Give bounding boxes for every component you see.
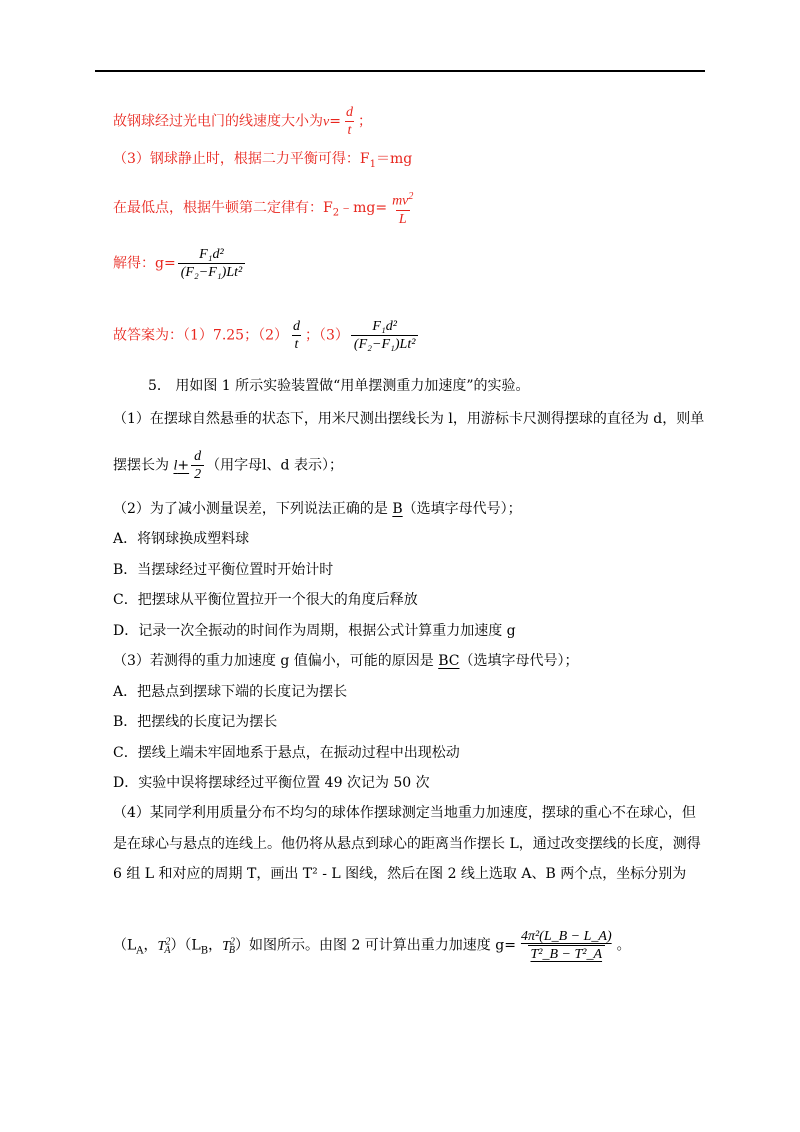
- balance-rest: ＝mg: [376, 151, 413, 167]
- q1-post: （用字母l、d 表示）；: [206, 457, 343, 474]
- frac-den: t: [345, 121, 355, 139]
- lb-open: ）（L: [170, 937, 201, 954]
- g-fraction: [178, 246, 245, 281]
- solution-line-newton: [113, 188, 418, 228]
- q3-option-a: A．把悬点到摆球下端的长度记为摆长: [113, 684, 348, 700]
- q2-option-a: A．将钢球换成塑料球: [113, 531, 250, 547]
- frac-num: F₁d²: [372, 319, 397, 334]
- tb-sup: 2: [229, 935, 235, 947]
- q2-option-d: D．记录一次全振动的时间作为周期，根据公式计算重力加速度 g: [113, 623, 516, 639]
- solution-line-balance: [113, 150, 412, 174]
- q1-fraction: [191, 448, 204, 483]
- frac-num: [389, 188, 416, 210]
- q3-pre: （3）若测得的重力加速度 g 值偏小，可能的原因是: [113, 653, 439, 669]
- lb-sub: B: [200, 945, 209, 957]
- q2-post: （选填字母代号）；: [402, 501, 522, 517]
- solution-line-answer: [113, 318, 420, 353]
- q4-line3: 6 组 L 和对应的周期 T，画出 T² - L 图线，然后在图 2 线上选取 A、B 两个点，坐标分别为: [113, 866, 687, 882]
- la-open: （L: [113, 937, 137, 954]
- q3-option-b: B．把摆线的长度记为摆长: [113, 714, 278, 730]
- tb-squared: [222, 935, 235, 957]
- ta-sup: 2: [165, 935, 171, 947]
- frac-den: (F₂−F₁)Lt²: [351, 335, 418, 353]
- mv-sup: 2: [408, 191, 414, 202]
- header-rule: [95, 70, 705, 72]
- frac-den: t: [292, 335, 302, 353]
- answer-text: 故答案为：（1）7.25；（2）: [113, 327, 288, 344]
- la-sub: A: [136, 945, 144, 957]
- tb-letter: T: [222, 938, 230, 954]
- f2-sub: 2: [332, 207, 340, 219]
- q4-answer-fraction: [518, 928, 615, 963]
- solution-line-velocity: [113, 104, 372, 139]
- ta-sub: A: [164, 945, 171, 957]
- answer-mid: ；（3）: [305, 327, 349, 344]
- q4-line4: [113, 928, 631, 963]
- q4-end: 。: [616, 937, 631, 954]
- comma: ，: [143, 937, 158, 954]
- q2-answer: B: [392, 501, 403, 517]
- newton-text: 在最低点，根据牛顿第二定律有：F: [113, 199, 333, 216]
- ta-letter: T: [157, 938, 166, 954]
- frac-num: F₁d²: [199, 247, 224, 262]
- q4-line1: （4）某同学利用质量分布不均匀的球体作摆球测定当地重力加速度，摆球的重心不在球心，但: [113, 805, 696, 821]
- q1-answer: [173, 448, 206, 483]
- q4-line2: 是在球心与悬点的连线上。他仍将从悬点到球心的距离当作摆长 L，通过改变摆线的长度，测得: [113, 836, 701, 852]
- q3-answer: BC: [438, 653, 460, 669]
- velocity-var: v: [323, 114, 330, 130]
- frac-num: d: [345, 105, 353, 120]
- frac-num: d: [194, 449, 202, 464]
- q3-post: （选填字母代号）；: [459, 653, 579, 669]
- mv-text: mv: [392, 193, 409, 209]
- answer-d-fraction: [290, 318, 303, 353]
- newton-fraction: [389, 188, 416, 228]
- q1-l: l: [173, 458, 178, 474]
- velocity-fraction: [343, 104, 356, 139]
- frac-num: 4π²(L_B − L_A): [520, 929, 612, 944]
- problem-title: 5． 用如图 1 所示实验装置做“用单摆测重力加速度”的实验。: [148, 378, 530, 394]
- q4-post: ）如图所示。由图 2 可计算出重力加速度 g=: [235, 937, 516, 954]
- q2-line: [113, 500, 522, 518]
- f1-sub: 1: [369, 158, 376, 170]
- q3-option-d: D．实验中误将摆球经过平衡位置 49 次记为 50 次: [113, 775, 430, 791]
- frac-num: d: [293, 319, 300, 334]
- frac-den: (F₂−F₁)Lt²: [178, 263, 245, 281]
- q3-line: [113, 652, 578, 670]
- frac-den: T²_B − T²_A: [528, 945, 606, 963]
- equals-sign: =: [329, 113, 341, 130]
- solution-line-result: [113, 246, 247, 281]
- result-text: 解得：g=: [113, 255, 176, 272]
- q2-pre: （2）为了减小测量误差，下列说法正确的是: [113, 501, 393, 517]
- q2-option-b: B．当摆球经过平衡位置时开始计时: [113, 562, 334, 578]
- velocity-text: 故钢球经过光电门的线速度大小为: [113, 113, 323, 130]
- balance-text: （3）钢球静止时，根据二力平衡可得：F: [113, 151, 370, 167]
- tb-sub: B: [228, 945, 235, 957]
- ta-squared: [157, 935, 171, 957]
- frac-den: L: [396, 210, 410, 228]
- comma: ，: [208, 937, 223, 954]
- q3-option-c: C．摆线上端未牢固地系于悬点，在振动过程中出现松动: [113, 745, 460, 761]
- line-end: ；: [357, 113, 372, 130]
- q1-plus: +: [177, 457, 190, 474]
- answer-g-fraction: [351, 318, 418, 353]
- q1-line2: [113, 448, 343, 483]
- frac-den: 2: [191, 465, 204, 483]
- q1-line1: （1）在摆球自然悬垂的状态下，用米尺测出摆线长为 l，用游标卡尺测得摆球的直径为 d，则单: [113, 411, 705, 427]
- q1-pre: 摆摆长为: [113, 457, 174, 474]
- newton-rest: ﹣mg=: [339, 199, 388, 216]
- q2-option-c: C．把摆球从平衡位置拉开一个很大的角度后释放: [113, 592, 418, 608]
